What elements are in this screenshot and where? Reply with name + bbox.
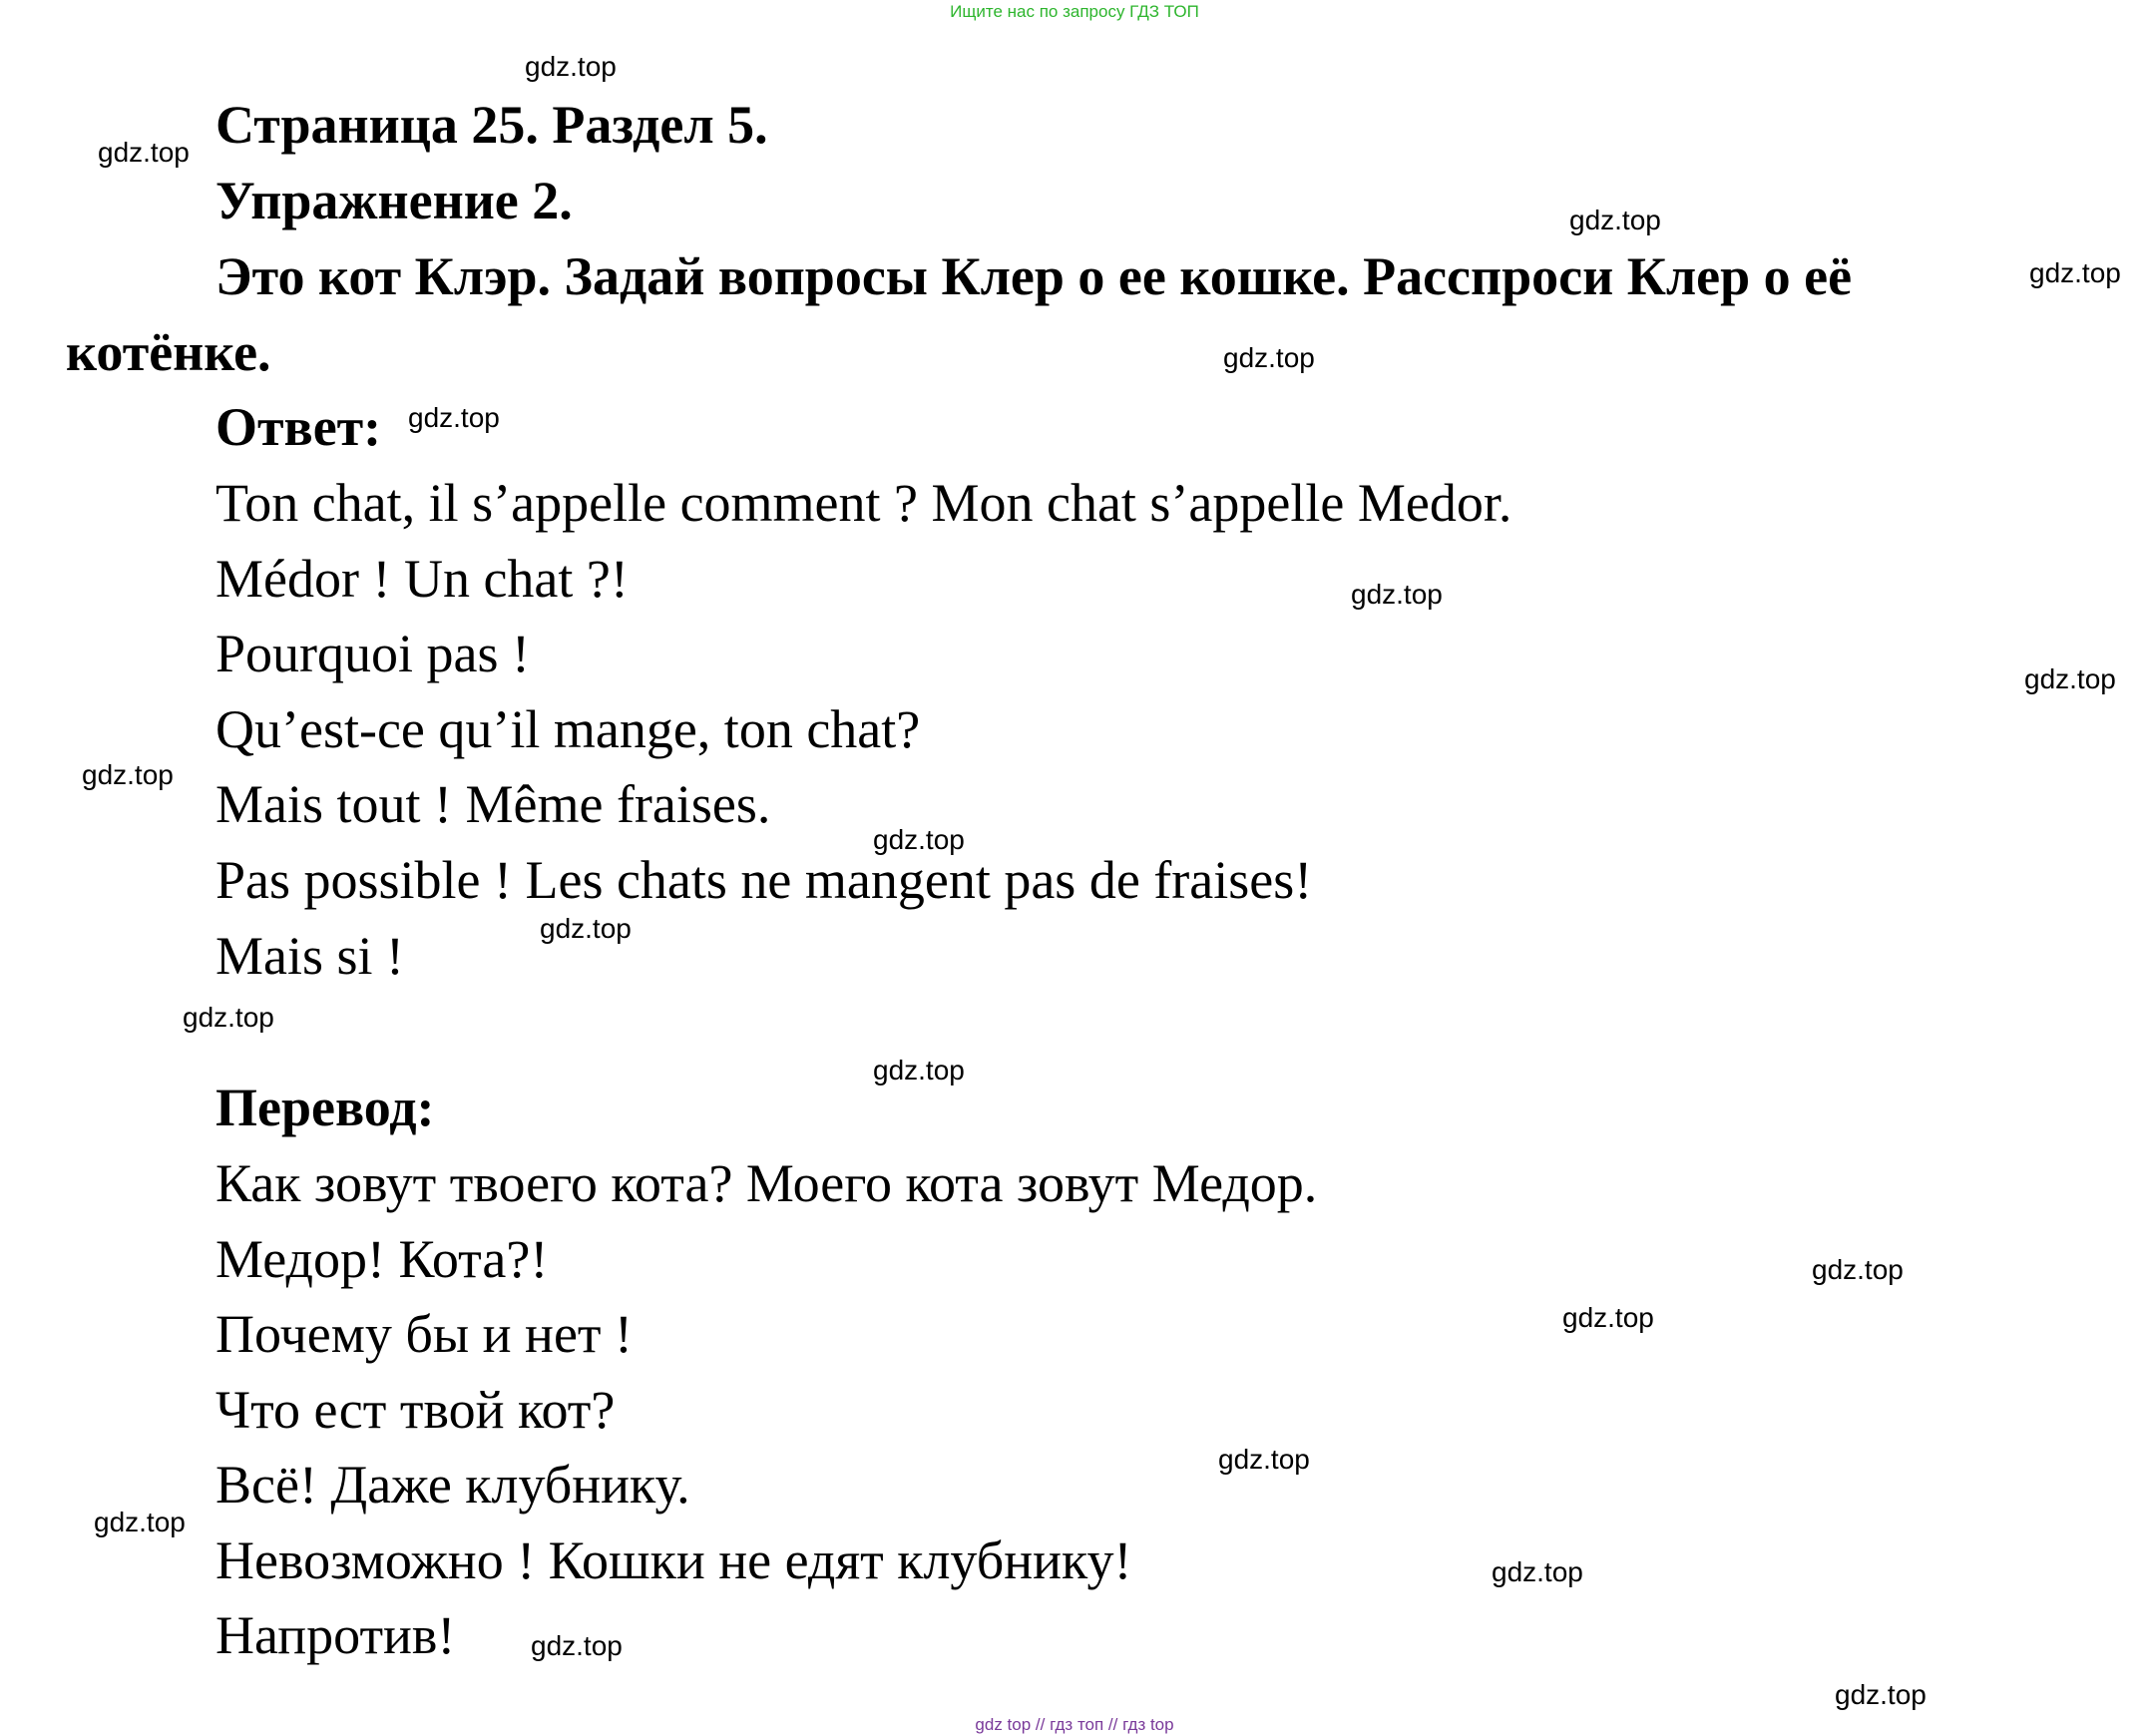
- watermark: gdz.top: [531, 1630, 623, 1661]
- watermark: gdz.top: [98, 137, 190, 168]
- page-title: Страница 25. Раздел 5.: [215, 95, 768, 155]
- top-banner[interactable]: Ищите нас по запросу ГДЗ ТОП: [950, 2, 1199, 21]
- answer-line: Ton chat, il s’appelle comment ? Mon chat s’appelle Medor.: [215, 473, 1512, 533]
- watermark: gdz.top: [525, 51, 617, 82]
- watermark: gdz.top: [82, 759, 174, 790]
- watermark: gdz.top: [183, 1002, 274, 1033]
- translation-heading: Перевод:: [215, 1078, 435, 1137]
- watermark: gdz.top: [1569, 205, 1661, 235]
- translation-line: Невозможно ! Кошки не едят клубнику!: [215, 1530, 1132, 1590]
- watermark: gdz.top: [2024, 663, 2116, 694]
- watermark: gdz.top: [540, 913, 632, 944]
- watermark: gdz.top: [1835, 1679, 1927, 1710]
- exercise-title: Упражнение 2.: [215, 171, 573, 230]
- translation-line: Почему бы и нет !: [215, 1304, 633, 1364]
- translation-line: Медор! Кота?!: [215, 1229, 549, 1289]
- task-text-line-1: Это кот Клэр. Задай вопросы Клер о ее кошке. Расспроси Клер о её: [215, 246, 1853, 306]
- watermark: gdz.top: [873, 824, 965, 855]
- translation-line: Напротив!: [215, 1605, 456, 1665]
- answer-line: Médor ! Un chat ?!: [215, 549, 629, 609]
- watermark: gdz.top: [408, 402, 500, 433]
- translation-line: Как зовут твоего кота? Моего кота зовут Медор.: [215, 1153, 1318, 1213]
- answer-heading: Ответ:: [215, 397, 382, 457]
- answer-line: Qu’est-ce qu’il mange, ton chat?: [215, 699, 921, 759]
- translation-line: Всё! Даже клубнику.: [215, 1455, 690, 1515]
- watermark: gdz.top: [1218, 1444, 1310, 1475]
- watermark: gdz.top: [1562, 1302, 1654, 1333]
- answer-line: Pas possible ! Les chats ne mangent pas de fraises!: [215, 850, 1313, 910]
- watermark: gdz.top: [1492, 1556, 1583, 1587]
- watermark: gdz.top: [1223, 342, 1315, 373]
- watermark: gdz.top: [1812, 1254, 1904, 1285]
- watermark: gdz.top: [2029, 257, 2121, 288]
- answer-line: Mais si !: [215, 926, 404, 986]
- answer-line: Mais tout ! Même fraises.: [215, 774, 771, 834]
- watermark: gdz.top: [94, 1507, 186, 1537]
- watermark: gdz.top: [873, 1055, 965, 1085]
- bottom-banner[interactable]: gdz top // гдз топ // гдз top: [975, 1715, 1174, 1734]
- watermark: gdz.top: [1351, 579, 1443, 610]
- task-text-line-2: котёнке.: [66, 322, 271, 382]
- answer-line: Pourquoi pas !: [215, 624, 530, 683]
- translation-line: Что ест твой кот?: [215, 1380, 616, 1440]
